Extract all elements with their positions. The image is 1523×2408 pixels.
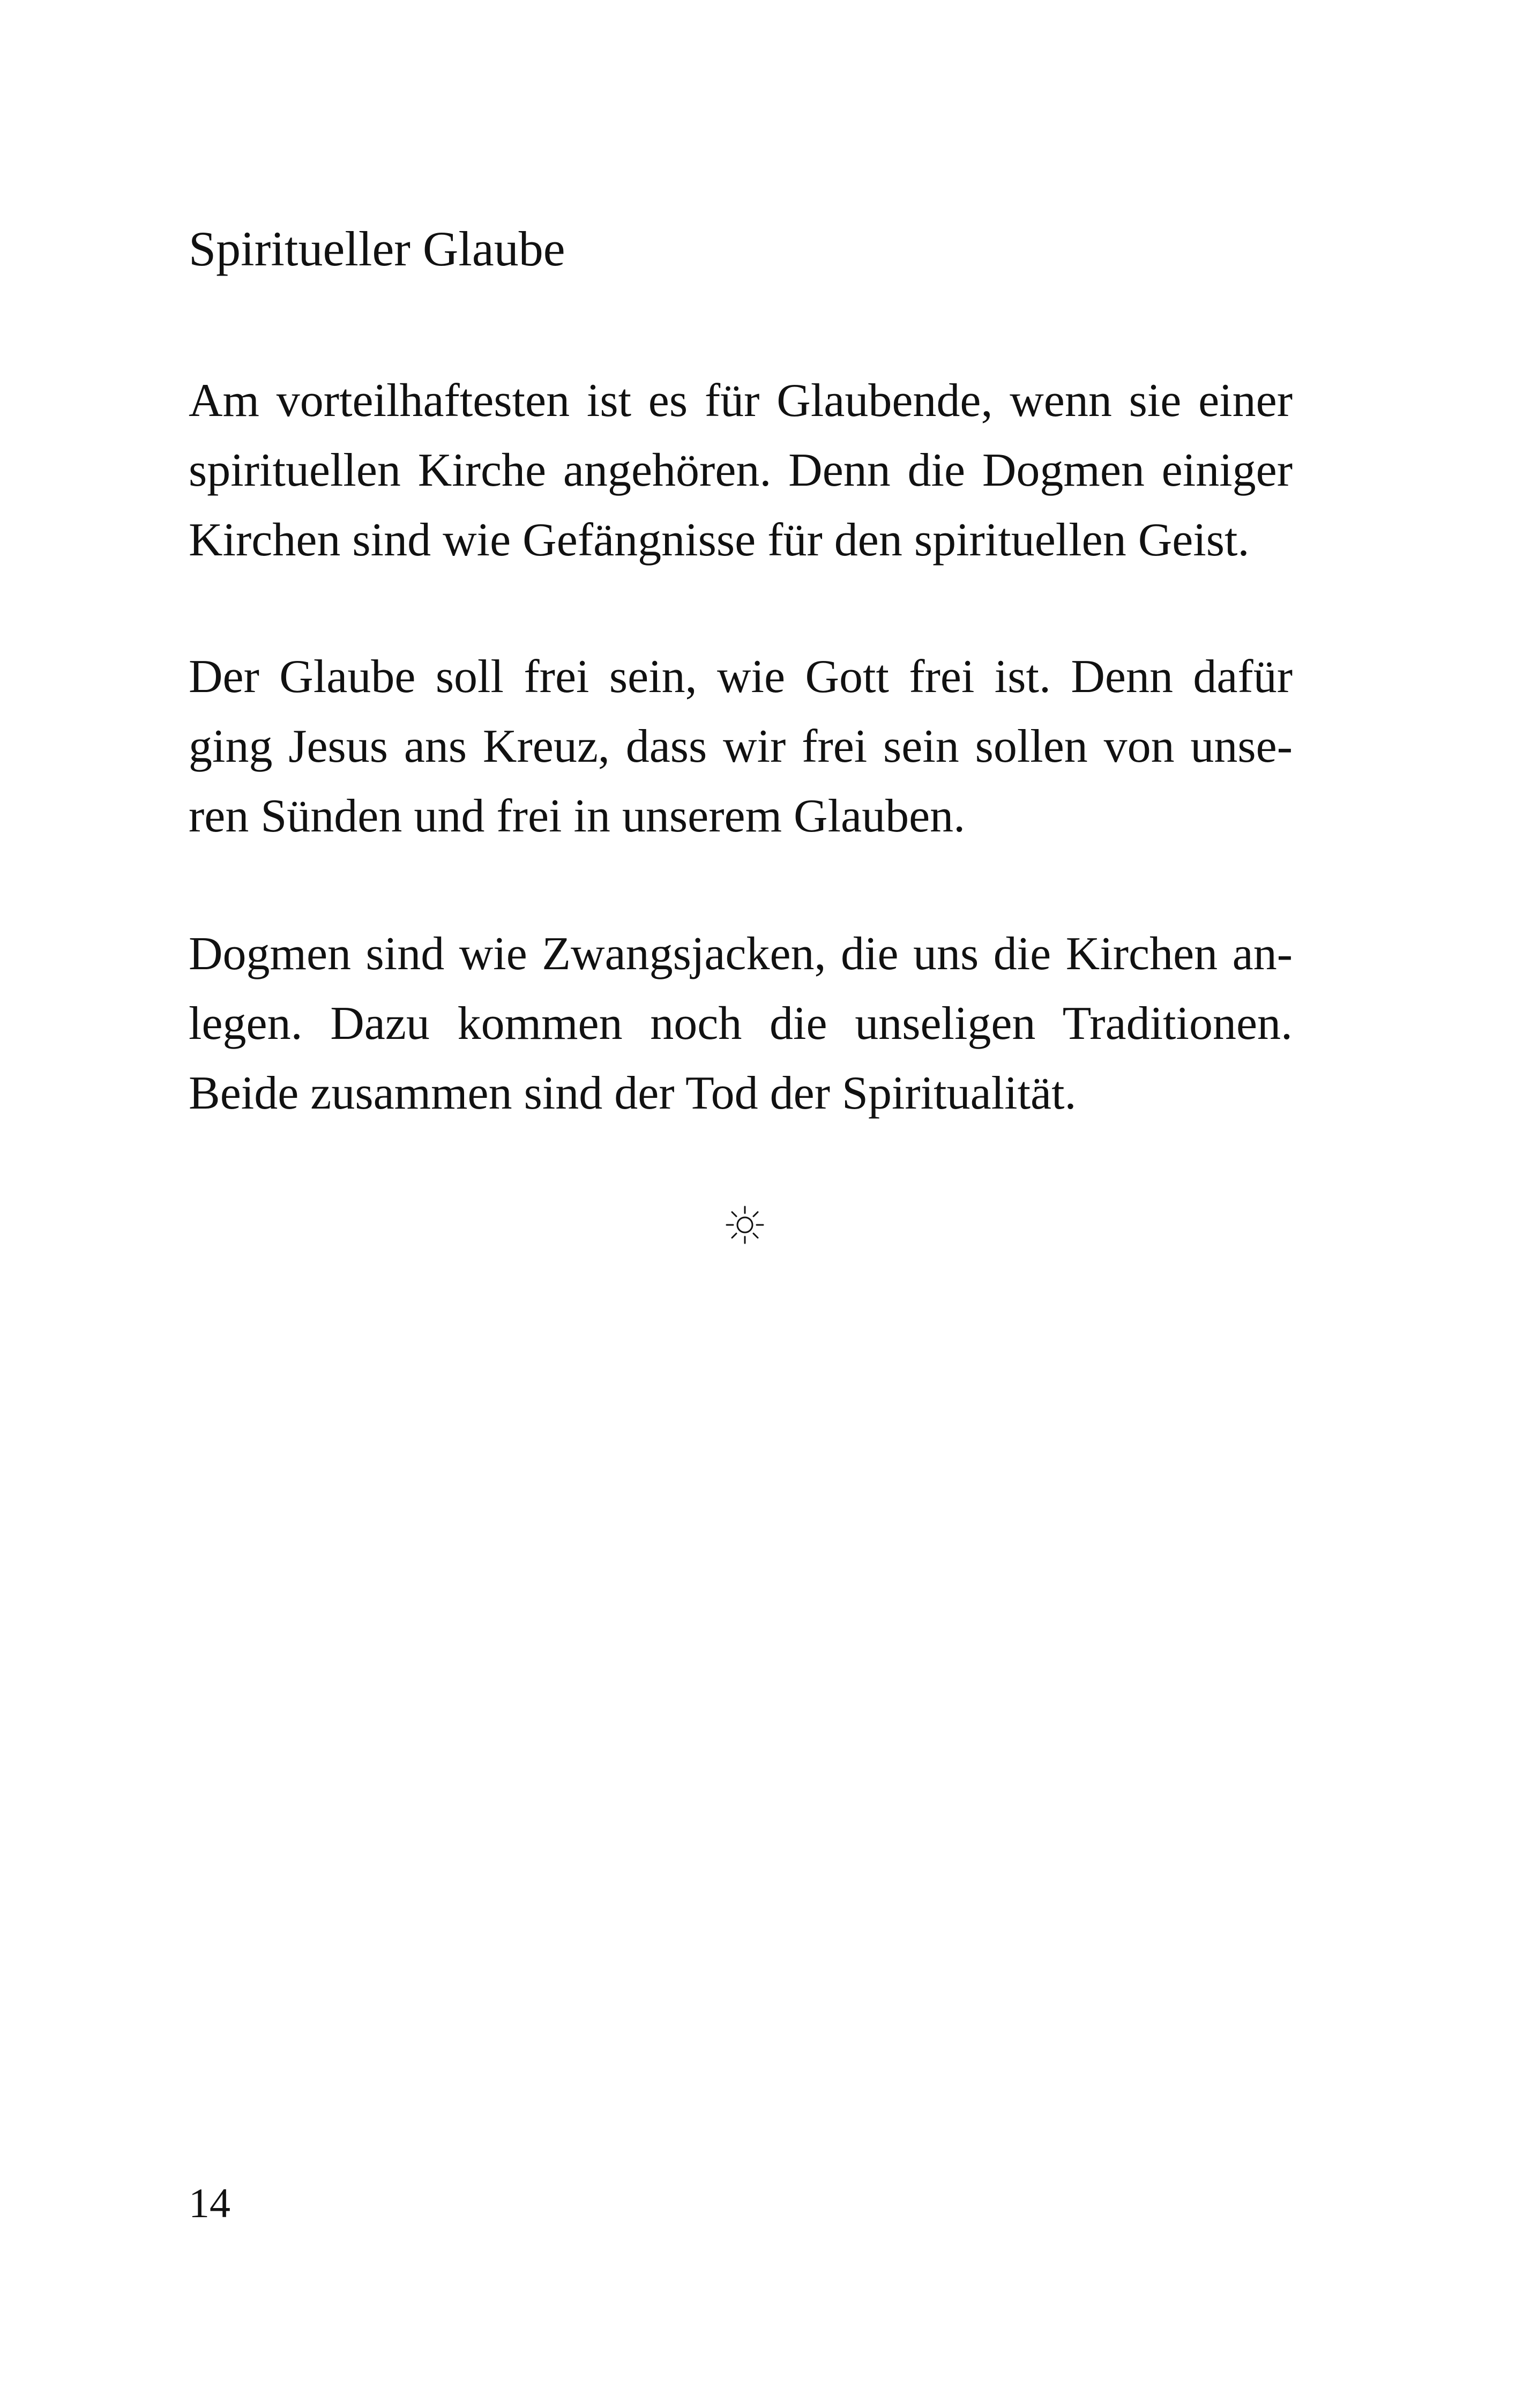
text-line: Der Glaube soll frei sein, wie Gott frei ist. Denn dafür bbox=[189, 651, 1293, 703]
text-line: Am vorteilhaftesten ist es für Glaubende, wenn sie einer bbox=[189, 375, 1293, 427]
paragraph-2 bbox=[189, 642, 1293, 851]
page-number: 14 bbox=[189, 2180, 230, 2226]
text-line: ging Jesus ans Kreuz, dass wir frei sein sollen von unse- bbox=[189, 720, 1293, 772]
text-line: legen. Dazu kommen noch die unseligen Traditionen. bbox=[189, 998, 1293, 1050]
paragraph-3 bbox=[189, 919, 1293, 1128]
sun-icon bbox=[723, 1203, 766, 1246]
section-heading: Spiritueller Glaube bbox=[189, 221, 565, 276]
text-line: ren Sünden und frei in unserem Glauben. bbox=[189, 790, 966, 842]
paragraph-1 bbox=[189, 366, 1293, 575]
text-line: spirituellen Kirche angehören. Denn die Dogmen einiger bbox=[189, 444, 1293, 496]
text-line: Kirchen sind wie Gefängnisse für den spirituellen Geist. bbox=[189, 514, 1250, 566]
text-line: Beide zusammen sind der Tod der Spiritualität. bbox=[189, 1067, 1077, 1119]
text-line: Dogmen sind wie Zwangsjacken, die uns die Kirchen an- bbox=[189, 928, 1293, 980]
